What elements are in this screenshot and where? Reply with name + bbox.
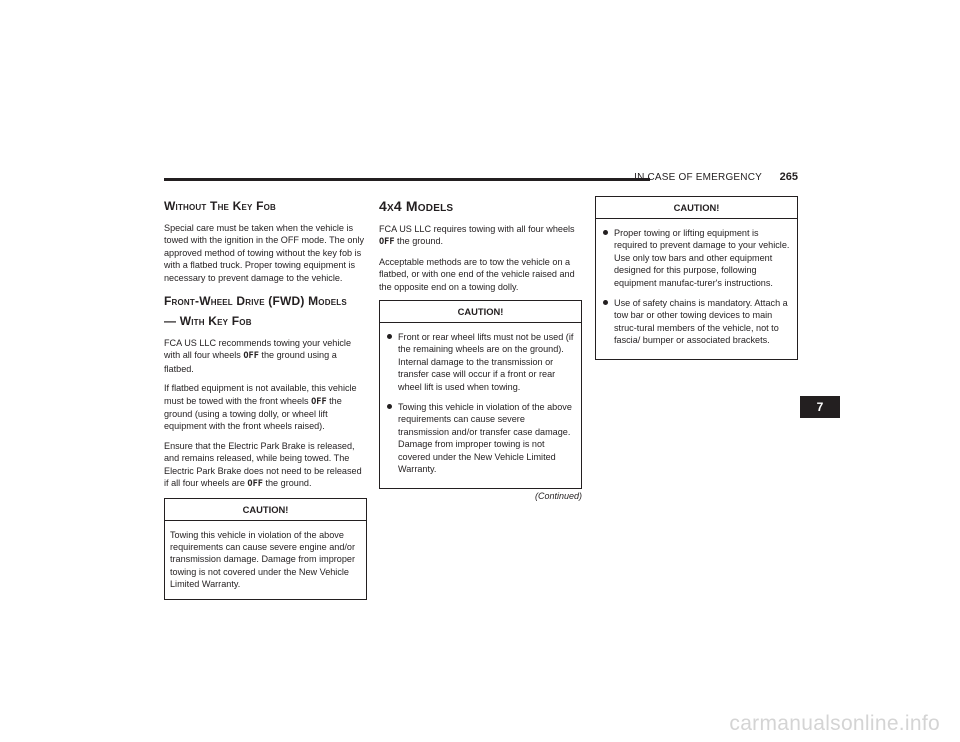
caution-box bbox=[595, 196, 798, 360]
section-title: IN CASE OF EMERGENCY bbox=[634, 172, 762, 183]
heading-fwd-models bbox=[164, 291, 367, 331]
paragraph-without-key-fob: Special care must be taken when the vehicle is towed with the ignition in the OFF mode. The only approved method of towing without the key fob is with a flatbed truck. Proper towing equipment is necessary to prevent damage to the vehicle. bbox=[164, 223, 365, 283]
page-number: 265 bbox=[779, 171, 798, 183]
caution-bullet: Towing this vehicle in violation of the above requirements can cause severe transmission and/or transfer case damage. Damage from improper towing is not covered under the New Vehicle Limited Warranty. bbox=[385, 401, 575, 475]
text-part: FCA US LLC requires towing with all four wheels bbox=[379, 224, 575, 234]
caution-bullet: Front or rear wheel lifts must not be used (if the remaining wheels are on the ground). Internal damage to the transmission or transfer case will occur if a front or rear wheel lift is used when towing. bbox=[385, 331, 575, 393]
caution-box bbox=[379, 300, 582, 488]
caution-title: CAUTION! bbox=[165, 499, 366, 521]
paragraph-dolly bbox=[164, 382, 367, 433]
caution-text: Towing this vehicle in violation of the above requirements can cause severe engine and/or transmission damage. Damage from improper towing is not covered under the New Vehicle Limited Warranty. bbox=[170, 529, 356, 590]
off-keyword: OFF bbox=[311, 396, 327, 407]
heading-without-key-fob: Without The Key Fob bbox=[164, 199, 277, 213]
paragraph-acceptable-methods: Acceptable methods are to tow the vehicle on a flatbed, or with one end of the vehicle raised and the opposite end on a towing dolly. bbox=[379, 256, 575, 292]
paragraph-flatbed bbox=[164, 337, 367, 375]
text-part: Ensure that the Electric Park Brake is released, and remains released, while being towed. The Electric Park Brake does not need to be released if all four wheels are bbox=[164, 440, 362, 489]
heading-4x4-models bbox=[379, 196, 582, 217]
caution-title: CAUTION! bbox=[380, 301, 581, 323]
caution-body bbox=[596, 219, 797, 359]
column-2 bbox=[379, 196, 582, 501]
caution-body bbox=[380, 323, 581, 487]
column-1 bbox=[164, 196, 367, 600]
heading-4x4-text: 4x4 Models bbox=[379, 198, 454, 214]
text-part: FCA US LLC recommends towing your vehicle with all four wheels bbox=[164, 338, 352, 361]
caution-body bbox=[165, 521, 366, 599]
continued-label: (Continued) bbox=[534, 490, 582, 501]
off-keyword: OFF bbox=[379, 237, 395, 248]
off-keyword: OFF bbox=[243, 351, 259, 362]
text-part: the ground. bbox=[262, 478, 312, 489]
off-keyword: OFF bbox=[247, 479, 263, 490]
caution-title: CAUTION! bbox=[596, 197, 797, 219]
paragraph-4x4-requirement bbox=[379, 223, 582, 249]
text-part: the ground using a flatbed. bbox=[164, 350, 337, 374]
text-part: the ground (using a towing dolly, or wheel lift equipment with the front wheels raised). bbox=[164, 395, 342, 432]
column-3 bbox=[595, 196, 798, 360]
watermark: carmanualsonline.info bbox=[729, 712, 940, 735]
header-rule bbox=[164, 178, 650, 181]
text-part: If flatbed equipment is not available, this vehicle must be towed with the front wheels bbox=[164, 383, 357, 406]
text-part: the ground. bbox=[394, 236, 444, 247]
caution-bullet: Proper towing or lifting equipment is required to prevent damage to your vehicle. Use only tow bars and other equipment designed for this purpose, following equipment manufac-turer's instructions. bbox=[601, 227, 791, 289]
caution-bullet: Use of safety chains is mandatory. Attach a tow bar or other towing devices to main struc-tural members of the vehicle, not to fascia/ bumper or associated brackets. bbox=[601, 297, 791, 347]
chapter-tab: 7 bbox=[800, 396, 840, 418]
paragraph-park-brake bbox=[164, 440, 367, 491]
page-header bbox=[164, 170, 798, 188]
heading-fwd-line2: — With Key Fob bbox=[164, 314, 252, 329]
heading-fwd-line1: Front-Wheel Drive (FWD) Models bbox=[164, 294, 347, 309]
caution-box bbox=[164, 498, 367, 600]
